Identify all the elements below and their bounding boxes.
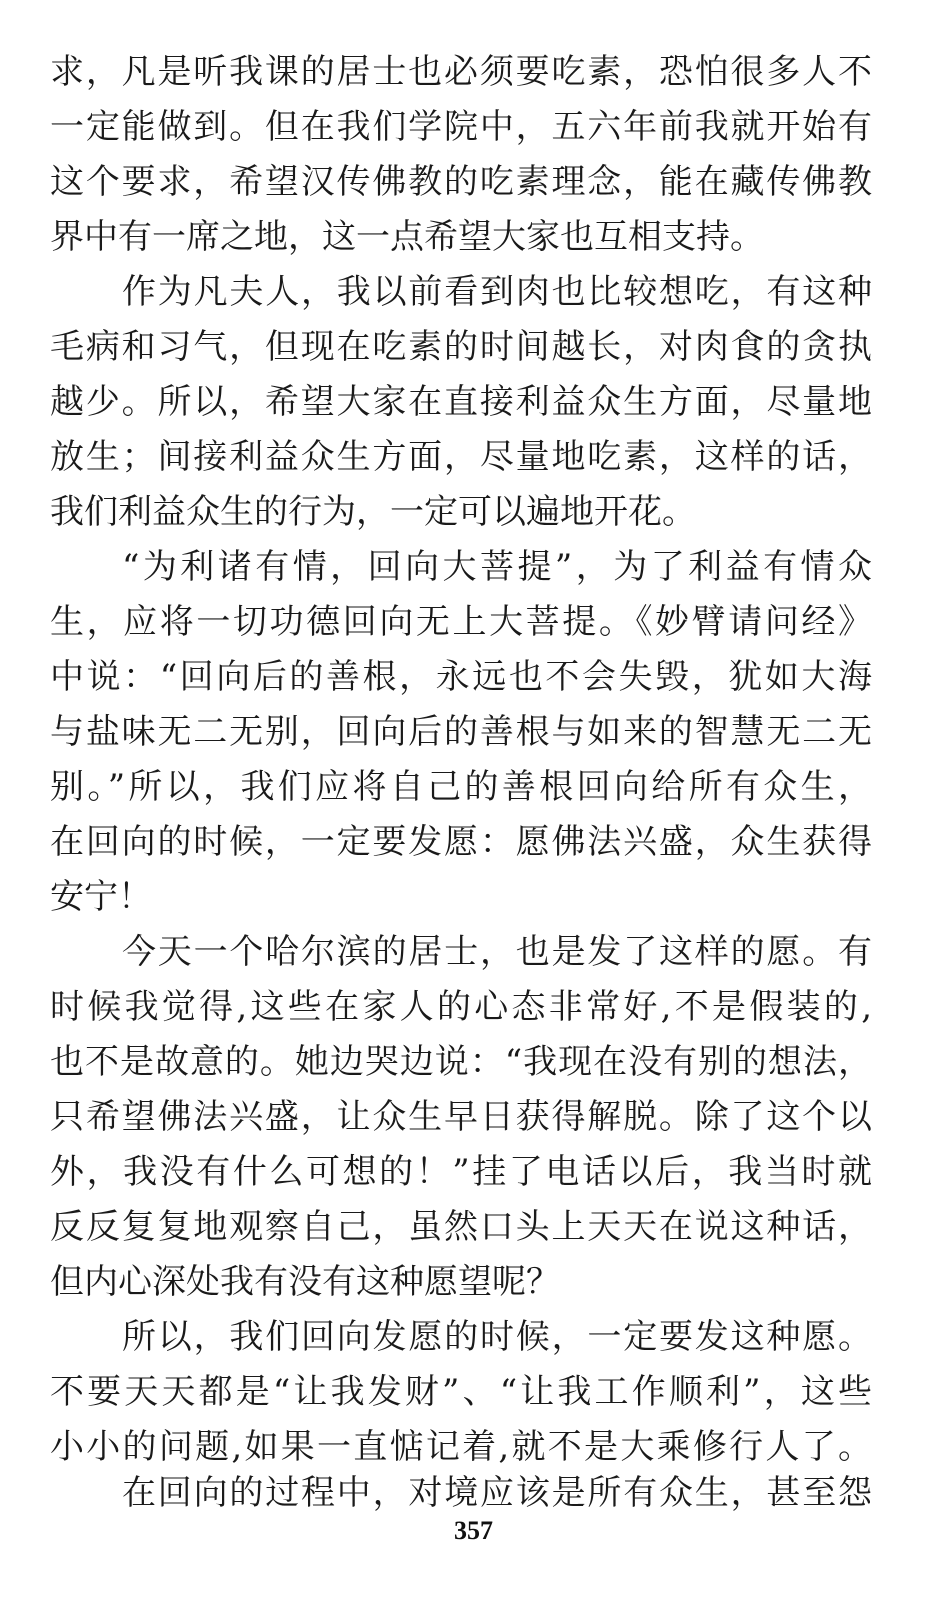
- text-line: 在回向的过程中，对境应该是所有众生，甚至怨: [122, 1473, 872, 1513]
- text-line: 求，凡是听我课的居士也必须要吃素，恐怕很多人不: [50, 52, 872, 92]
- text-line: 一定能做到。但在我们学院中，五六年前我就开始有: [50, 107, 872, 147]
- text-line: 中说：“回向后的善根，永远也不会失毁，犹如大海: [50, 657, 872, 697]
- text-line: 只希望佛法兴盛，让众生早日获得解脱。除了这个以: [50, 1097, 872, 1137]
- text-line: 在回向的时候，一定要发愿：愿佛法兴盛，众生获得: [50, 822, 872, 862]
- text-line: 我们利益众生的行为，一定可以遍地开花。: [50, 492, 696, 532]
- text-line: 小小的问题,如果一直惦记着,就不是大乘修行人了。: [50, 1427, 872, 1467]
- text-line: 放生；间接利益众生方面，尽量地吃素，这样的话，: [50, 437, 872, 477]
- text-line: “为利诸有情，回向大菩提”，为了利益有情众: [122, 547, 872, 587]
- text-line: 界中有一席之地，这一点希望大家也互相支持。: [50, 217, 764, 257]
- text-line: 安宁！: [50, 877, 152, 917]
- text-line: 别。”所以，我们应将自己的善根回向给所有众生，: [50, 767, 872, 807]
- text-line: 反反复复地观察自己，虽然口头上天天在说这种话，: [50, 1207, 872, 1247]
- text-line: 但内心深处我有没有这种愿望呢？: [50, 1262, 560, 1302]
- text-line: 也不是故意的。她边哭边说：“我现在没有别的想法，: [50, 1042, 872, 1082]
- text-line: 毛病和习气，但现在吃素的时间越长，对肉食的贪执: [50, 327, 872, 367]
- text-line: 不要天天都是“让我发财”、“让我工作顺利”，这些: [50, 1372, 872, 1412]
- text-line: 时候我觉得,这些在家人的心态非常好,不是假装的,: [50, 987, 872, 1027]
- text-line: 与盐味无二无别，回向后的善根与如来的智慧无二无: [50, 712, 872, 752]
- text-line: 作为凡夫人，我以前看到肉也比较想吃，有这种: [122, 272, 872, 312]
- text-line: 这个要求，希望汉传佛教的吃素理念，能在藏传佛教: [50, 162, 872, 202]
- text-line: 越少。所以，希望大家在直接利益众生方面，尽量地: [50, 382, 872, 422]
- text-line: 生，应将一切功德回向无上大菩提。《妙臂请问经》: [50, 602, 872, 642]
- text-line: 所以，我们回向发愿的时候，一定要发这种愿。: [122, 1317, 872, 1357]
- text-line: 外，我没有什么可想的！”挂了电话以后，我当时就: [50, 1152, 872, 1192]
- text-line: 今天一个哈尔滨的居士，也是发了这样的愿。有: [122, 932, 872, 972]
- page-number: 357: [454, 1516, 493, 1545]
